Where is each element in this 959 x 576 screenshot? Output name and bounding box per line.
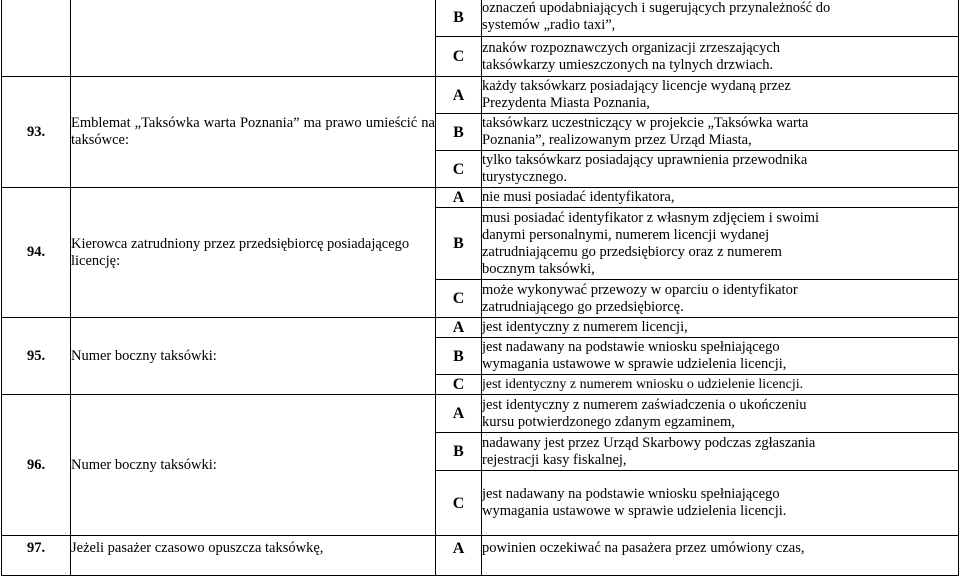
answer-letter: B	[436, 114, 482, 151]
question-number: 95.	[2, 318, 71, 395]
answer-letter: A	[436, 536, 482, 576]
question-number: 94.	[2, 188, 71, 318]
answer-letter: A	[436, 395, 482, 433]
answer-row	[2, 536, 959, 576]
answer-row	[2, 0, 959, 37]
question-text: Numer boczny taksówki:	[71, 395, 436, 536]
answer-row	[2, 318, 959, 338]
question-text: Jeżeli pasażer czasowo opuszcza taksówkę,	[71, 536, 436, 576]
quiz-table	[1, 0, 959, 576]
answer-letter: A	[436, 318, 482, 338]
answer-text: nadawany jest przez Urząd Skarbowy podczas zgłaszania rejestracji kasy fiskalnej,	[482, 433, 959, 471]
answer-row	[2, 188, 959, 208]
answer-text: jest identyczny z numerem wniosku o udzielenie licencji.	[482, 375, 959, 395]
answer-row	[2, 77, 959, 114]
answer-letter: B	[436, 338, 482, 375]
answer-letter: C	[436, 471, 482, 536]
answer-letter: B	[436, 0, 482, 37]
answer-text: znaków rozpoznawczych organizacji zrzeszających taksówkarzy umieszczonych na tylnych drzwiach.	[482, 37, 959, 77]
question-number-cell	[2, 0, 71, 77]
answer-text: każdy taksówkarz posiadający licencje wydaną przez Prezydenta Miasta Poznania,	[482, 77, 959, 114]
question-number: 93.	[2, 77, 71, 188]
question-number: 96.	[2, 395, 71, 536]
answer-text: tylko taksówkarz posiadający uprawnienia przewodnika turystycznego.	[482, 151, 959, 188]
answer-text: jest nadawany na podstawie wniosku spełniającego wymagania ustawowe w sprawie udzielenia licencji.	[482, 471, 959, 536]
answer-text: może wykonywać przewozy w oparciu o identyfikator zatrudniającego go przedsiębiorcę.	[482, 280, 959, 318]
question-text: Emblemat „Taksówka warta Poznania” ma prawo umieścić na taksówce:	[71, 77, 436, 188]
answer-text: oznaczeń upodabniających i sugerujących przynależność do systemów „radio taxi”,	[482, 0, 959, 37]
answer-text: powinien oczekiwać na pasażera przez umówiony czas,	[482, 536, 959, 576]
answer-text: jest identyczny z numerem licencji,	[482, 318, 959, 338]
question-text-cell	[71, 0, 436, 77]
answer-text: jest identyczny z numerem zaświadczenia o ukończeniu kursu potwierdzonego zdanym egzaminem,	[482, 395, 959, 433]
answer-text: jest nadawany na podstawie wniosku spełniającego wymagania ustawowe w sprawie udzielenia licencji,	[482, 338, 959, 375]
answer-row	[2, 395, 959, 433]
question-number: 97.	[2, 536, 71, 576]
answer-letter: C	[436, 375, 482, 395]
question-text: Kierowca zatrudniony przez przedsiębiorcę posiadającego licencję:	[71, 188, 436, 318]
answer-text: nie musi posiadać identyfikatora,	[482, 188, 959, 208]
answer-text: taksówkarz uczestniczący w projekcie „Taksówka warta Poznania”, realizowanym przez Urząd Miasta,	[482, 114, 959, 151]
answer-letter: B	[436, 208, 482, 280]
answer-text: musi posiadać identyfikator z własnym zdjęciem i swoimi danymi personalnymi, numerem licencji wydanej zatrudniającemu go przedsiębiorcy oraz z numerem bocznym taksówki,	[482, 208, 959, 280]
answer-letter: C	[436, 280, 482, 318]
answer-letter: C	[436, 37, 482, 77]
answer-letter: B	[436, 433, 482, 471]
answer-letter: C	[436, 151, 482, 188]
answer-letter: A	[436, 188, 482, 208]
answer-letter: A	[436, 77, 482, 114]
question-text: Numer boczny taksówki:	[71, 318, 436, 395]
